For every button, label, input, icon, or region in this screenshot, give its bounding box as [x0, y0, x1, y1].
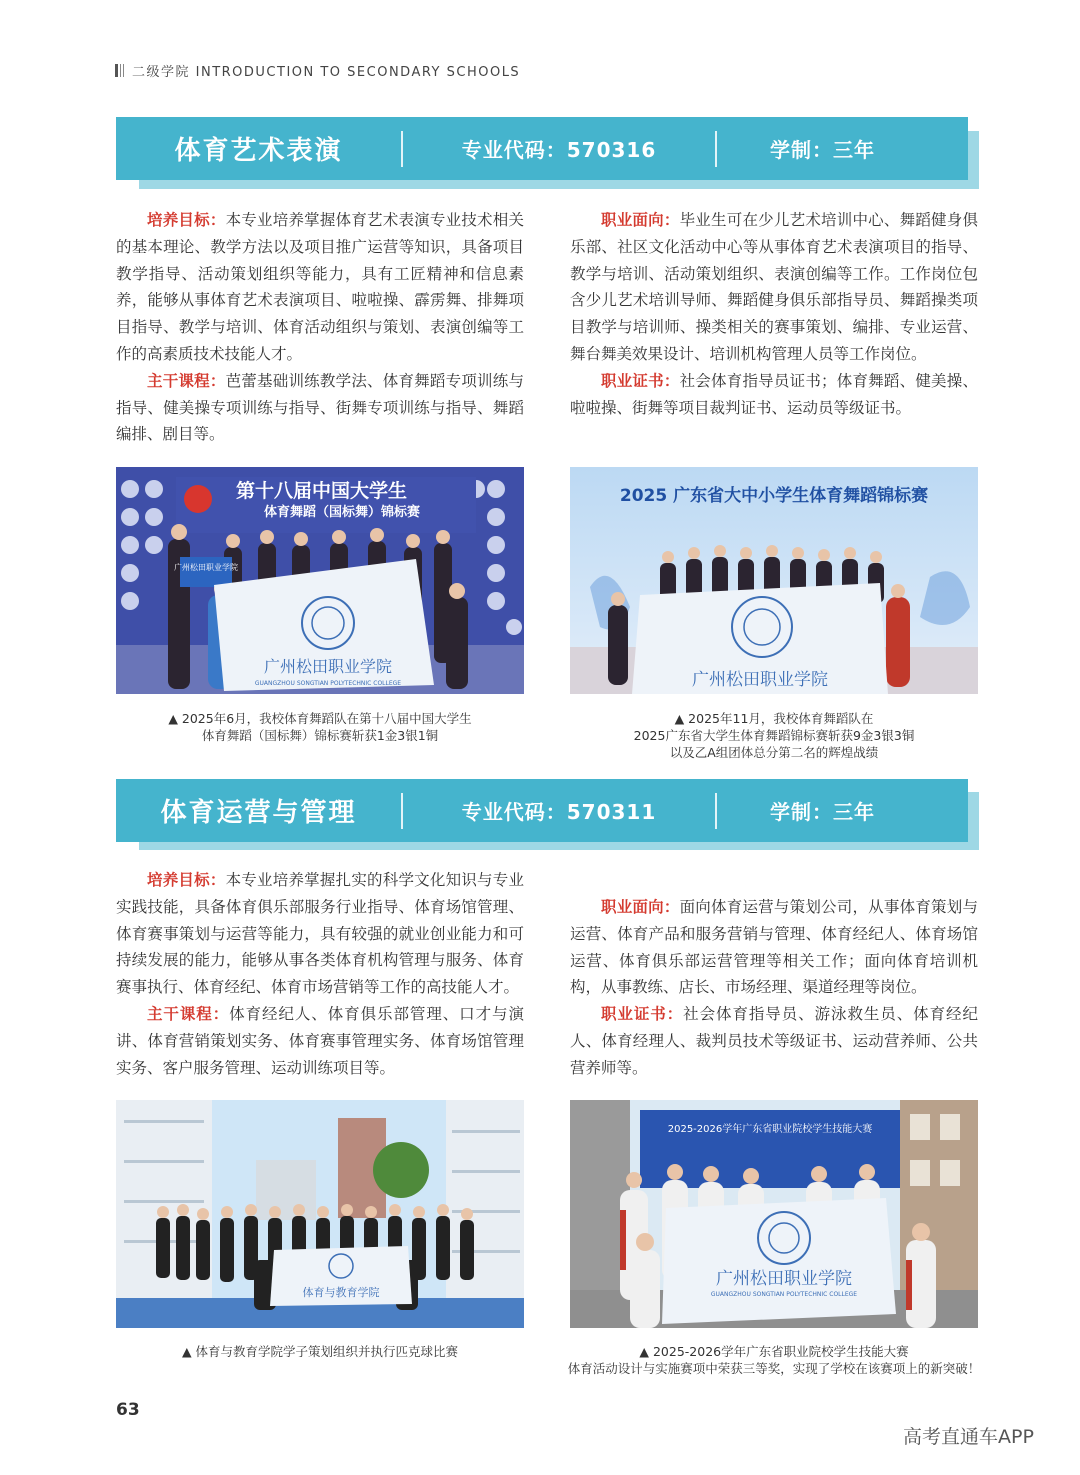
photo-sign-text: 广州松田职业学院: [174, 563, 238, 572]
photo-banner-text: 2025 广东省大中小学生体育舞蹈锦标赛: [619, 486, 929, 506]
courses-label: 主干课程：: [147, 371, 226, 390]
certificate-label: 职业证书：: [601, 371, 680, 390]
section-1-right-column: [570, 207, 978, 421]
app-watermark: 高考直通车APP: [903, 1426, 1034, 1448]
career-label: 职业面向：: [601, 898, 680, 916]
training-goal-label: 培养目标：: [147, 871, 226, 889]
caption-line: ▲ 2025年6月，我校体育舞蹈队在第十八届中国大学生: [168, 711, 472, 726]
certificate-paragraph: [570, 1001, 978, 1081]
certificate-text: 社会体育指导员、游泳救生员、体育经纪人、体育经理人、裁判员技术等级证书、运动营养师、公共营养师等。: [570, 1005, 978, 1077]
caption-line: 体育舞蹈（国标舞）锦标赛斩获1金3银1铜: [201, 728, 439, 743]
caption-line: ▲ 体育与教育学院学子策划组织并执行匹克球比赛: [181, 1344, 459, 1359]
courses-paragraph: [116, 368, 524, 448]
running-header: [115, 61, 520, 81]
page-number: 63: [116, 1400, 140, 1420]
career-text: 毕业生可在少儿艺术培训中心、舞蹈健身俱乐部、社区文化活动中心等从事体育艺术表演项目的指导、教学与培训、活动策划组织、表演创编等工作。工作岗位包含少儿艺术培训导师、舞蹈健身俱乐部指导员、舞蹈操类项目教学与培训师、操类相关的赛事策划、编排、专业运营、舞台舞美效果设计、培训机构管理人员等工作岗位。: [570, 211, 978, 363]
career-paragraph: [570, 207, 978, 368]
section-1-banner: [116, 117, 968, 180]
photo-skills-competition: [570, 1100, 978, 1328]
study-years: 学制：三年: [770, 800, 875, 824]
photo-flag-text: 广州松田职业学院: [692, 670, 828, 690]
section-2-right-column: [570, 894, 978, 1082]
photo-flag-subtext: GUANGZHOU SONGTIAN POLYTECHNIC COLLEGE: [254, 680, 402, 687]
caption-line: 2025广东省大学生体育舞蹈锦标赛斩获9金3银3铜: [633, 728, 915, 743]
courses-text: 芭蕾基础训练教学法、体育舞蹈专项训练与指导、健美操专项训练与指导、街舞专项训练与指导、舞蹈编排、剧目等。: [116, 371, 524, 444]
caption-line: 体育活动设计与实施赛项中荣获三等奖，实现了学校在该赛项上的新突破！: [567, 1361, 981, 1376]
photo-pickleball-event-illustration: [116, 1100, 524, 1328]
photo-banner-text-2: 体育舞蹈（国标舞）锦标赛: [264, 505, 421, 520]
section-2-left-column: [116, 867, 524, 1081]
photo-provincial-dance-illustration: [570, 467, 978, 694]
section-title: 体育运营与管理: [160, 798, 357, 828]
career-text: 面向体育运营与策划公司，从事体育策划与运营、体育产品和服务营销与管理、体育经纪人、体育场馆运营、体育俱乐部运营管理等相关工作；面向体育培训机构，从事教练、店长、市场经理、渠道经理等岗位。: [570, 898, 978, 997]
photo-flag-text: 广州松田职业学院: [716, 1269, 852, 1289]
photo-flag-subtext: GUANGZHOU SONGTIAN POLYTECHNIC COLLEGE: [710, 1291, 858, 1298]
career-label: 职业面向：: [601, 211, 680, 229]
photo-dance-championship: [116, 467, 524, 694]
running-header-text: 二级学院 INTRODUCTION TO SECONDARY SCHOOLS: [132, 65, 521, 80]
training-goal-label: 培养目标：: [147, 211, 226, 229]
photo-caption: [570, 710, 978, 761]
photo-skills-competition-illustration: [570, 1100, 978, 1328]
photo-pickleball-event: [116, 1100, 524, 1328]
caption-line: ▲ 2025-2026学年广东省职业院校学生技能大赛: [639, 1344, 909, 1359]
caption-line: ▲ 2025年11月，我校体育舞蹈队在: [674, 711, 874, 726]
photo-flag-text: 体育与教育学院: [302, 1286, 380, 1299]
photo-caption: [116, 1343, 524, 1360]
major-code: 专业代码：570311: [461, 800, 657, 824]
courses-paragraph: [116, 1001, 524, 1081]
caption-line: 以及乙A组团体总分第二名的辉煌战绩: [669, 745, 879, 760]
training-goal-text: 本专业培养掌握体育艺术表演专业技术相关的基本理论、教学方法以及项目推广运营等知识，具备项目教学指导、活动策划组织等能力，具有工匠精神和信息素养，能够从事体育艺术表演项目、啦啦操、霹雳舞、排舞项目指导、教学与培训、体育活动组织与策划、表演创编等工作的高素质技术技能人才。: [116, 211, 524, 363]
certificate-paragraph: [570, 368, 978, 422]
header-bars-icon: [115, 64, 126, 81]
training-goal-paragraph: [116, 207, 524, 368]
courses-text: 体育经纪人、体育俱乐部管理、口才与演讲、体育营销策划实务、体育赛事管理实务、体育场馆管理实务、客户服务管理、运动训练项目等。: [116, 1004, 524, 1077]
section-title: 体育艺术表演: [174, 136, 343, 166]
photo-flag-text: 广州松田职业学院: [263, 657, 393, 676]
photo-banner-text-1: 第十八届中国大学生: [236, 480, 408, 502]
certificate-label: 职业证书：: [601, 1005, 684, 1024]
training-goal-text: 本专业培养掌握扎实的科学文化知识与专业实践技能，具备体育俱乐部服务行业指导、体育场馆管理、体育赛事策划与运营等能力，具有较强的就业创业能力和可持续发展的能力，能够从事各类体育机构管理与服务、体育赛事执行、体育经纪、体育市场营销等工作的高技能人才。: [116, 871, 524, 997]
photo-banner-text: 2025-2026学年广东省职业院校学生技能大赛: [667, 1124, 873, 1135]
section-1-left-column: [116, 207, 524, 448]
photo-caption: [540, 1343, 1008, 1377]
photo-dance-championship-illustration: [116, 467, 524, 694]
section-2-banner: [116, 779, 968, 842]
photo-caption: [116, 710, 524, 744]
study-years: 学制：三年: [770, 138, 875, 162]
courses-label: 主干课程：: [147, 1004, 230, 1023]
career-paragraph: [570, 894, 978, 1001]
photo-provincial-dance: [570, 467, 978, 694]
certificate-text: 社会体育指导员证书；体育舞蹈、健美操、啦啦操、街舞等项目裁判证书、运动员等级证书。: [570, 371, 978, 417]
training-goal-paragraph: [116, 867, 524, 1001]
major-code: 专业代码：570316: [461, 138, 657, 162]
